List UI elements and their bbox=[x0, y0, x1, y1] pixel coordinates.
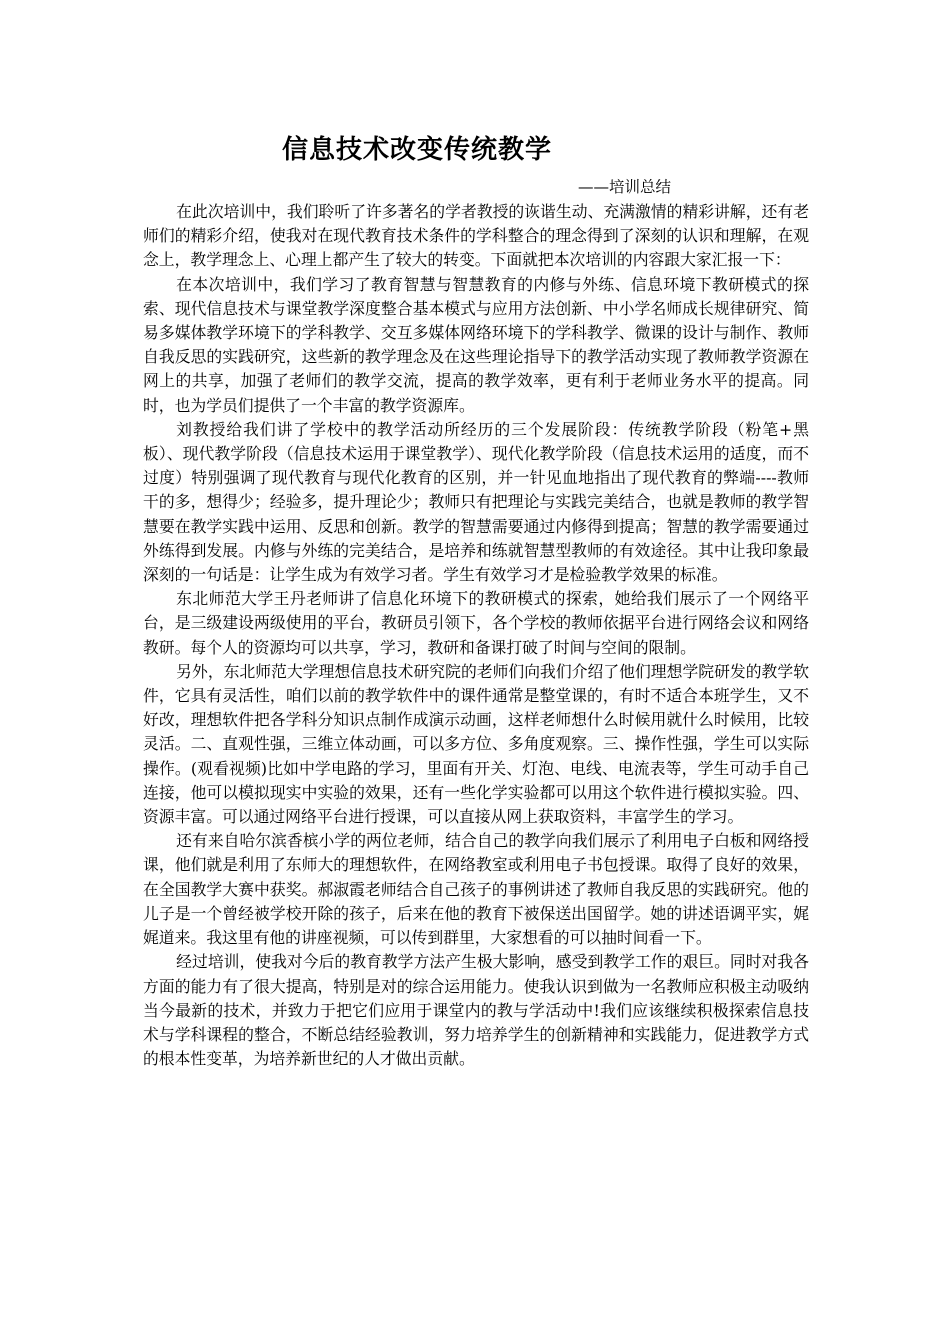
document-title: 信息技术改变传统教学 bbox=[282, 135, 553, 165]
paragraph-professor-liu: 刘教授给我们讲了学校中的教学活动所经历的三个发展阶段：传统教学阶段（粉笔+黑板）、现代教学阶段（信息技术运用于课堂教学）、现代化教学阶段（信息技术运用的适度，而不过度）特别强调了现代教育与现代化教育的区别，并一针见血地指出了现代教育的弊端----教师干的多，想得少；经验多，提升理论少；教师只有把理论与实践完美结合，也就是教师的教学智慧要在教学实践中运用、反思和创新。教学的智慧需要通过内修得到提高；智慧的教学需要通过外练得到发展。内修与外练的完美结合，是培养和练就智慧型教师的有效途径。其中让我印象最深刻的一句话是：让学生成为有效学习者。学生有效学习才是检验教学效果的标准。 bbox=[143, 419, 809, 585]
paragraph-training-content: 在本次培训中，我们学习了教育智慧与智慧教育的内修与外练、信息环境下教研模式的探索、现代信息技术与课堂教学深度整合基本模式与应用方法创新、中小学名师成长规律研究、简易多媒体教学环境下的学科教学、交互多媒体网络环境下的学科教学、微课的设计与制作、教师自我反思的实践研究，这些新的教学理念及在这些理论指导下的教学活动实现了教师教学资源在网上的共享，加强了老师们的教学交流，提高的教学效率，更有利于老师业务水平的提高。同时，也为学员们提供了一个丰富的教学资源库。 bbox=[143, 274, 809, 415]
paragraph-harbin-teachers: 还有来自哈尔滨香槟小学的两位老师，结合自己的教学向我们展示了利用电子白板和网络授课，他们就是利用了东师大的理想软件，在网络教室或利用电子书包授课。取得了良好的效果，在全国教学大赛中获奖。郝淑霞老师结合自己孩子的事例讲述了教师自我反思的实践研究。他的儿子是一个曾经被学校开除的孩子，后来在他的教育下被保送出国留学。她的讲述语调平实，娓娓道来。我这里有他的讲座视频，可以传到群里，大家想看的可以抽时间看一下。 bbox=[143, 831, 809, 948]
paragraph-intro: 在此次培训中，我们聆听了许多著名的学者教授的诙谐生动、充满激情的精彩讲解，还有老师们的精彩介绍，使我对在现代教育技术条件的学科整合的理念得到了深刻的认识和理解，在观念上，教学理念上、心理上都产生了较大的转变。下面就把本次培训的内容跟大家汇报一下： bbox=[143, 202, 809, 270]
paragraph-wang-dan: 东北师范大学王丹老师讲了信息化环境下的教研模式的探索，她给我们展示了一个网络平台，是三级建设两级使用的平台，教研员引领下，各个学校的教师依据平台进行网络会议和网络教研。每个人的资源均可以共享，学习，教研和备课打破了时间与空间的限制。 bbox=[143, 589, 809, 657]
document-body bbox=[143, 200, 809, 1071]
paragraph-ideal-software: 另外，东北师范大学理想信息技术研究院的老师们向我们介绍了他们理想学院研发的教学软件，它具有灵活性，咱们以前的教学软件中的课件通常是整堂课的，有时不适合本班学生，又不好改，理想软件把各学科分知识点制作成演示动画，这样老师想什么时候用就什么时候用，比较灵活。二、直观性强，三维立体动画，可以多方位、多角度观察。三、操作性强，学生可以实际操作。(观看视频)比如中学电路的学习，里面有开关、灯泡、电线、电流表等，学生可动手自己连接，他可以模拟现实中实验的效果，还有一些化学实验都可以用这个软件进行模拟实验。四、资源丰富。可以通过网络平台进行授课，可以直接从网上获取资料，丰富学生的学习。 bbox=[143, 661, 809, 827]
paragraph-conclusion: 经过培训，使我对今后的教育教学方法产生极大影响，感受到教学工作的艰巨。同时对我各方面的能力有了很大提高，特别是对的综合运用能力。使我认识到做为一名教师应积极主动吸纳当今最新的技术，并致力于把它们应用于课堂内的教与学活动中!我们应该继续积极探索信息技术与学科课程的整合，不断总结经验教训，努力培养学生的创新精神和实践能力，促进教学方式的根本性变革，为培养新世纪的人才做出贡献。 bbox=[143, 952, 809, 1069]
document-subtitle: ——培训总结 bbox=[578, 178, 672, 196]
